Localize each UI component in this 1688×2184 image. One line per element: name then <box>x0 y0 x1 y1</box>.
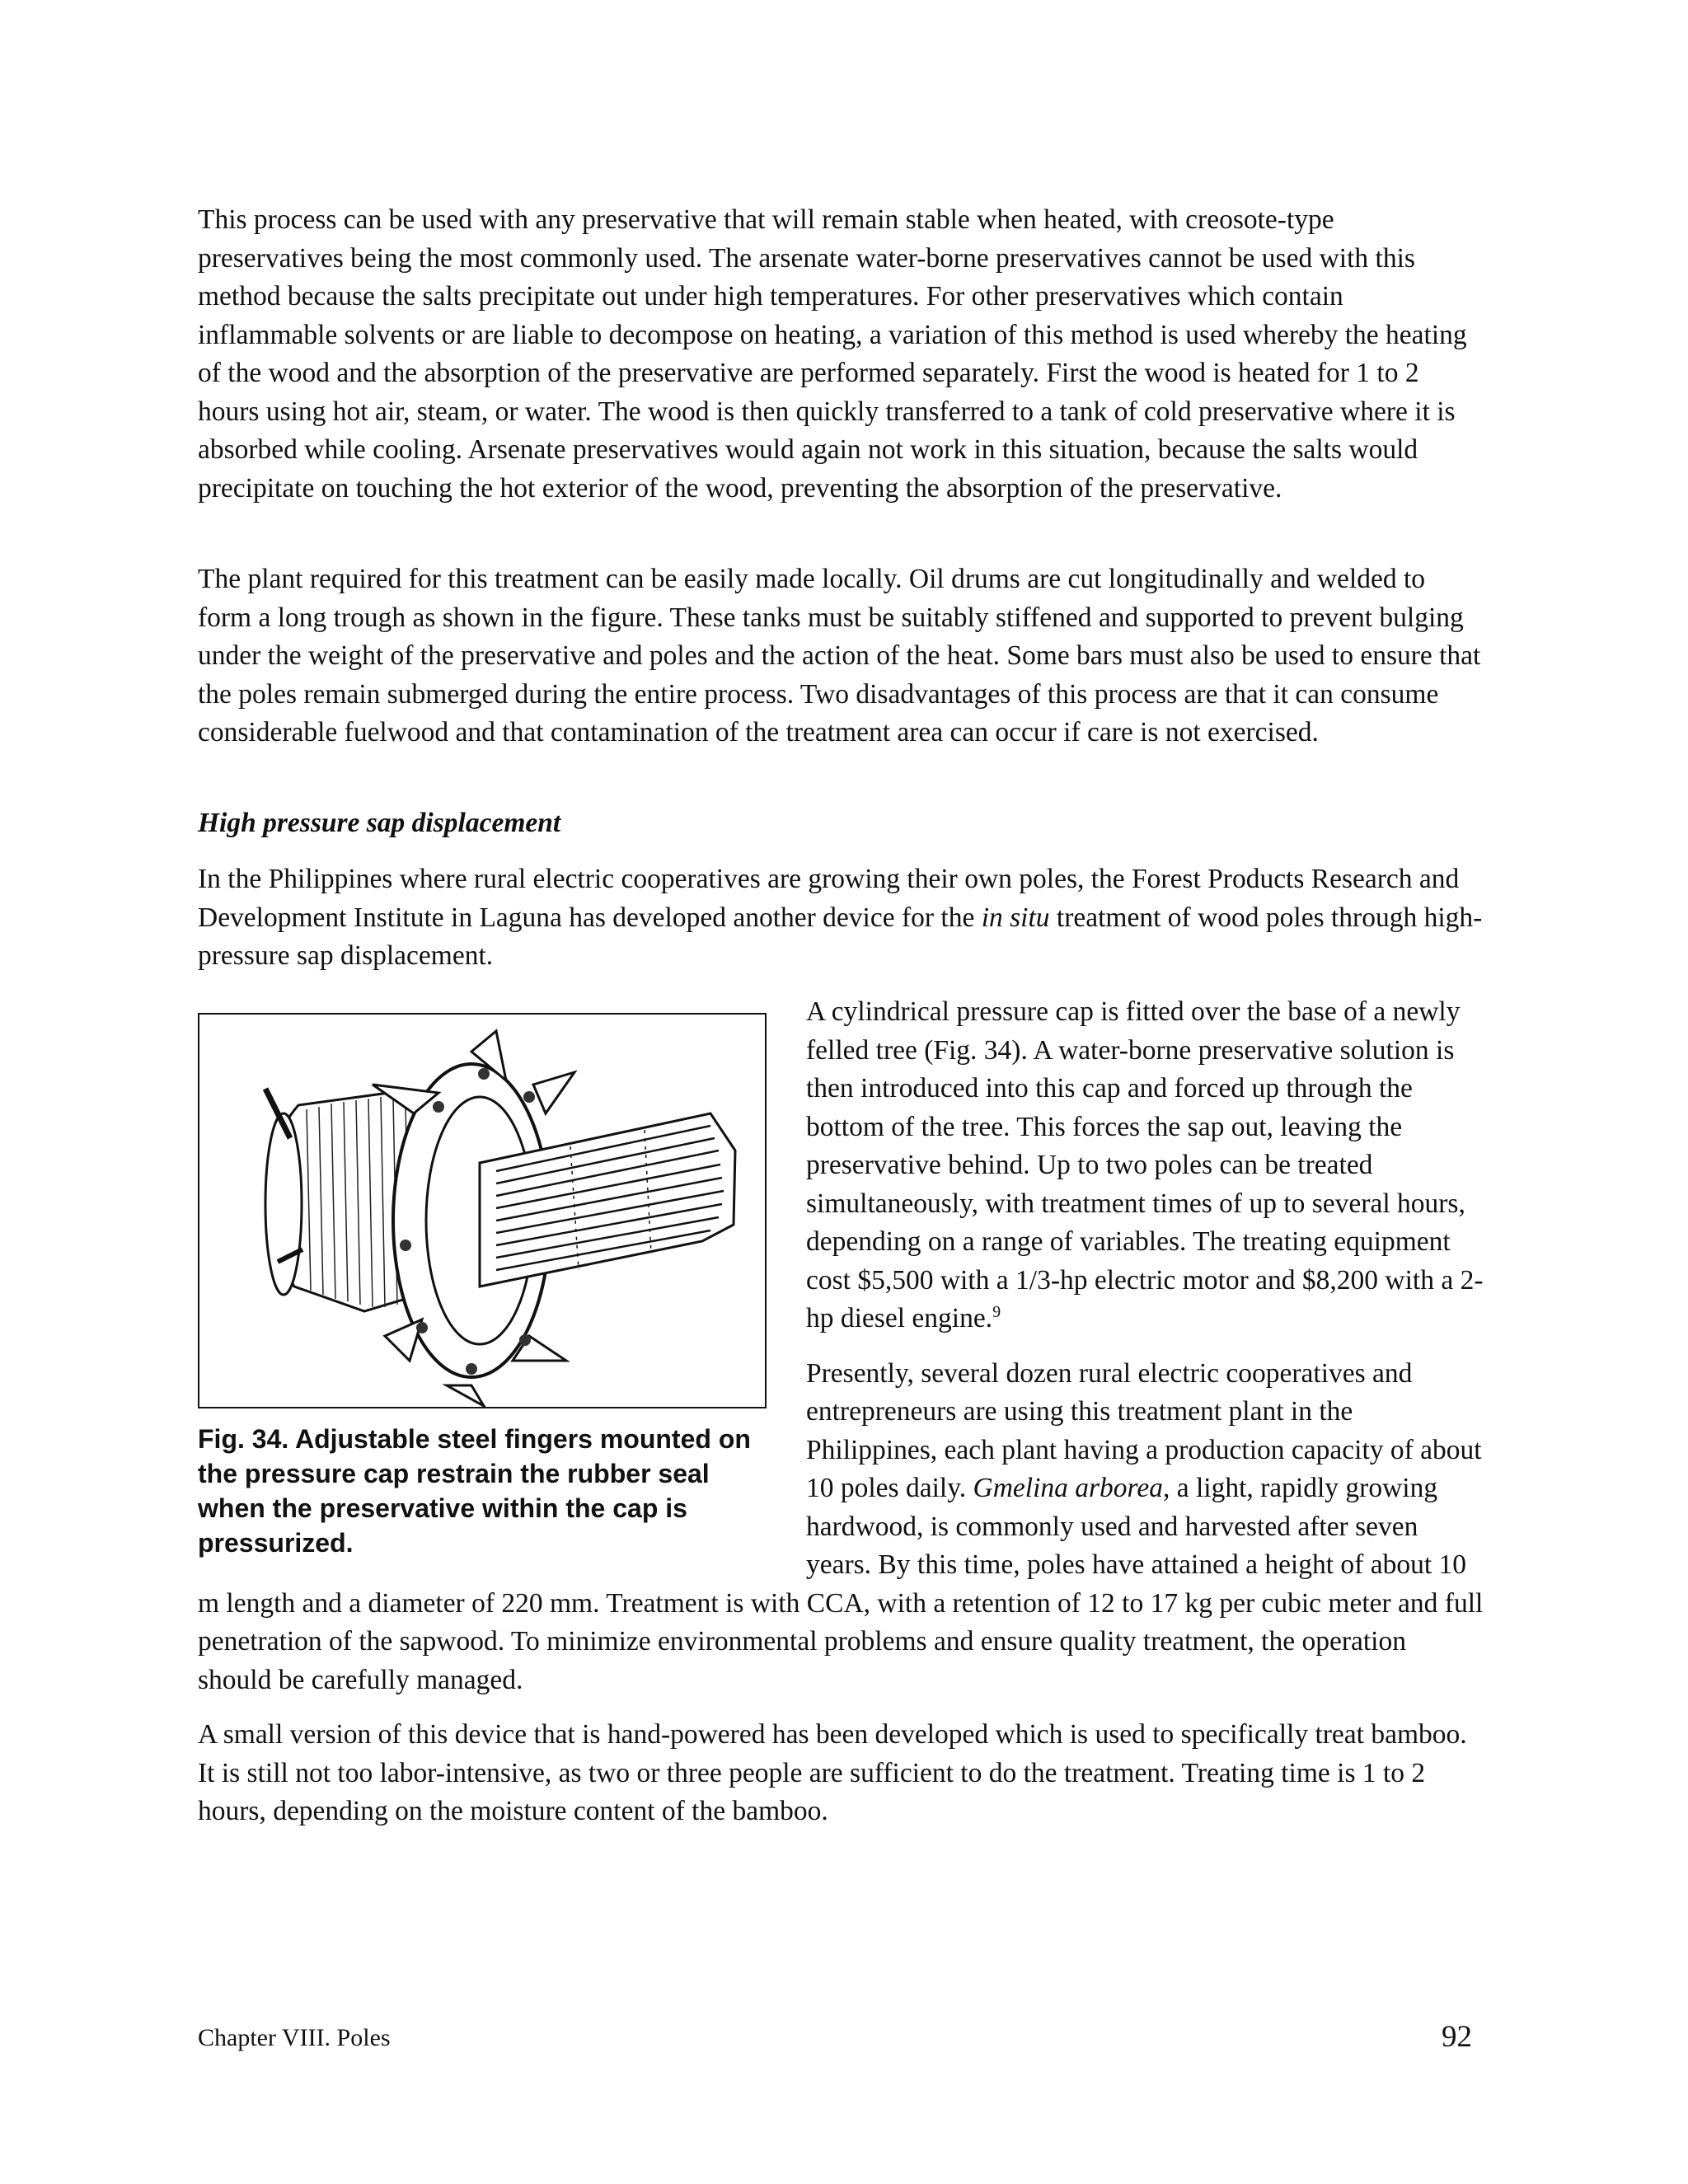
footnote-ref[interactable]: 9 <box>992 1302 1001 1321</box>
italic-text: Gmelina arborea <box>973 1473 1163 1503</box>
text-run: Presently, several dozen rural electric cooperatives and entrepreneurs are using this treatment plant in the Philippines, each plant having a production capacity of about 10 poles daily. <box>806 1357 1482 1503</box>
paragraph-bamboo: A small version of this device that is hand-powered has been developed which is used to specifically treat bamboo. It is still not too labor-intensive, as two or three people are sufficient to do the treatment. Treating time is 1 to 2 hours, depending on the moisture content of the bamboo. <box>198 1719 1467 1826</box>
text-run: , a light, rapidly growing hardwood, is commonly used and harvested after seven years. By this time, poles have attained a height of about 10 m length and a diameter of 220 mm. Treatment is with CCA, with a retention of 12 to 17 kg per cubic meter and full penetration of the sapwood. To minimize environmental problems and ensure quality treatment, the operation should be carefully managed. <box>198 1473 1484 1695</box>
italic-text: in situ <box>981 902 1050 933</box>
paragraph-philippines-intro <box>198 860 1484 976</box>
figure-text-wrap <box>198 993 1484 1848</box>
figure-frame <box>198 1013 767 1408</box>
paragraph-heat-treatment: This process can be used with any preservative that will remain stable when heated, with creosote-type preservatives being the most commonly used. The arsenate water-borne preservatives cannot be used with this method because the salts precipitate out under high temperatures. For other preservatives which contain inflammable solvents or are liable to decompose on heating, a variation of this method is used whereby the heating of the wood and the absorption of the preservative are performed separately. First the wood is heated for 1 to 2 hours using hot air, steam, or water. The wood is then quickly transferred to a tank of cold preservative where it is absorbed while cooling. Arsenate preservatives would again not work in this situation, because the salts would precipitate on touching the hot exterior of the wood, preventing the absorption of the preservative. <box>198 204 1467 504</box>
page-number: 92 <box>1442 2020 1472 2054</box>
section-heading: High pressure sap displacement <box>198 808 561 838</box>
pressure-cap-illustration <box>199 1015 765 1407</box>
text-run: treatment of wood poles through high-pressure sap displacement. <box>198 902 1483 971</box>
paragraph-plant-construction: The plant required for this treatment can be easily made locally. Oil drums are cut longitudinally and welded to form a long trough as shown in the figure. These tanks must be suitably stiffened and supported to prevent bulging under the weight of the preservative and poles and the action of the heat. Some bars must also be used to ensure that the poles remain submerged during the entire process. Two disadvantages of this process are that it can consume considerable fuelwood and that contamination of the treatment area can occur if care is not exercised. <box>198 564 1481 748</box>
figure-caption: Fig. 34. Adjustable steel fingers mounted on the pressure cap restrain the rubber seal when the preservative within the cap is pressurized. <box>198 1424 751 1558</box>
footer-chapter: Chapter VIII. Poles <box>198 2024 391 2051</box>
figure-34 <box>198 993 767 1560</box>
text-run: In the Philippines where rural electric cooperatives are growing their own poles, the Forest Products Research and Development Institute in Laguna has developed another device for the <box>198 864 1460 933</box>
text-run: A cylindrical pressure cap is fitted over the base of a newly felled tree (Fig. 34). A water-borne preservative solution is then introduced into this cap and forced up through the bottom of the tree. This forces the sap out, leaving the preservative behind. Up to two poles can be treated simultaneously, with treatment times of up to several hours, depending on a range of variables. The treating equipment cost $5,500 with a 1/3-hp electric motor and $8,200 with a 2-hp diesel engine. <box>806 996 1484 1333</box>
